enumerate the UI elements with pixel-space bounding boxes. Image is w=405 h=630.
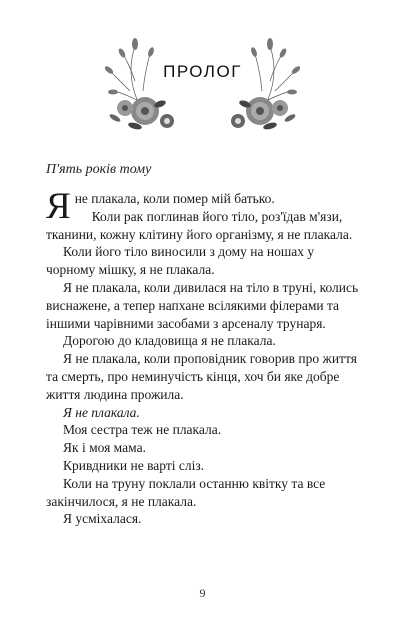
epigraph: П'ять років тому	[46, 162, 152, 177]
paragraph-italic: Я не плакала.	[63, 404, 140, 420]
paragraph: Коли його тіло виносили з дому на ношах у чорному мішку, я не плакала.	[46, 244, 315, 278]
paragraph: Як і моя мама.	[63, 440, 146, 456]
paragraph: Кривдники не варті сліз.	[63, 457, 205, 473]
paragraph: Коли на труну поклали останню квітку та все закінчилося, я не плакала.	[46, 475, 326, 509]
paragraph: Дорогою до кладовища я не плакала.	[63, 333, 276, 349]
page-number: 9	[199, 586, 206, 600]
paragraph: Я не плакала, коли проповідник говорив про життя та смерть, про неминучість кінця, хоч би яке добре життя людина прожила.	[46, 351, 357, 402]
paragraph-text: не плакала, коли помер мій батько.	[74, 191, 275, 206]
body-text	[46, 186, 364, 528]
floral-ornament-icon	[95, 36, 310, 136]
drop-cap: Я	[46, 186, 71, 227]
chapter-title: ПРОЛОГ	[163, 62, 242, 81]
paragraph: Моя сестра теж не плакала.	[63, 422, 222, 438]
paragraph: Коли рак поглинав його тіло, роз'їдав м'язи, тканини, кожну клітину його організму, я не плакала.	[46, 208, 353, 242]
paragraph: Я не плакала, коли дивилася на тіло в труні, колись виснажене, а тепер напхане всілякими філерами та іншими чарівними засобами з арсеналу трунаря.	[46, 279, 359, 331]
paragraph: Я усміхалася.	[63, 511, 142, 527]
